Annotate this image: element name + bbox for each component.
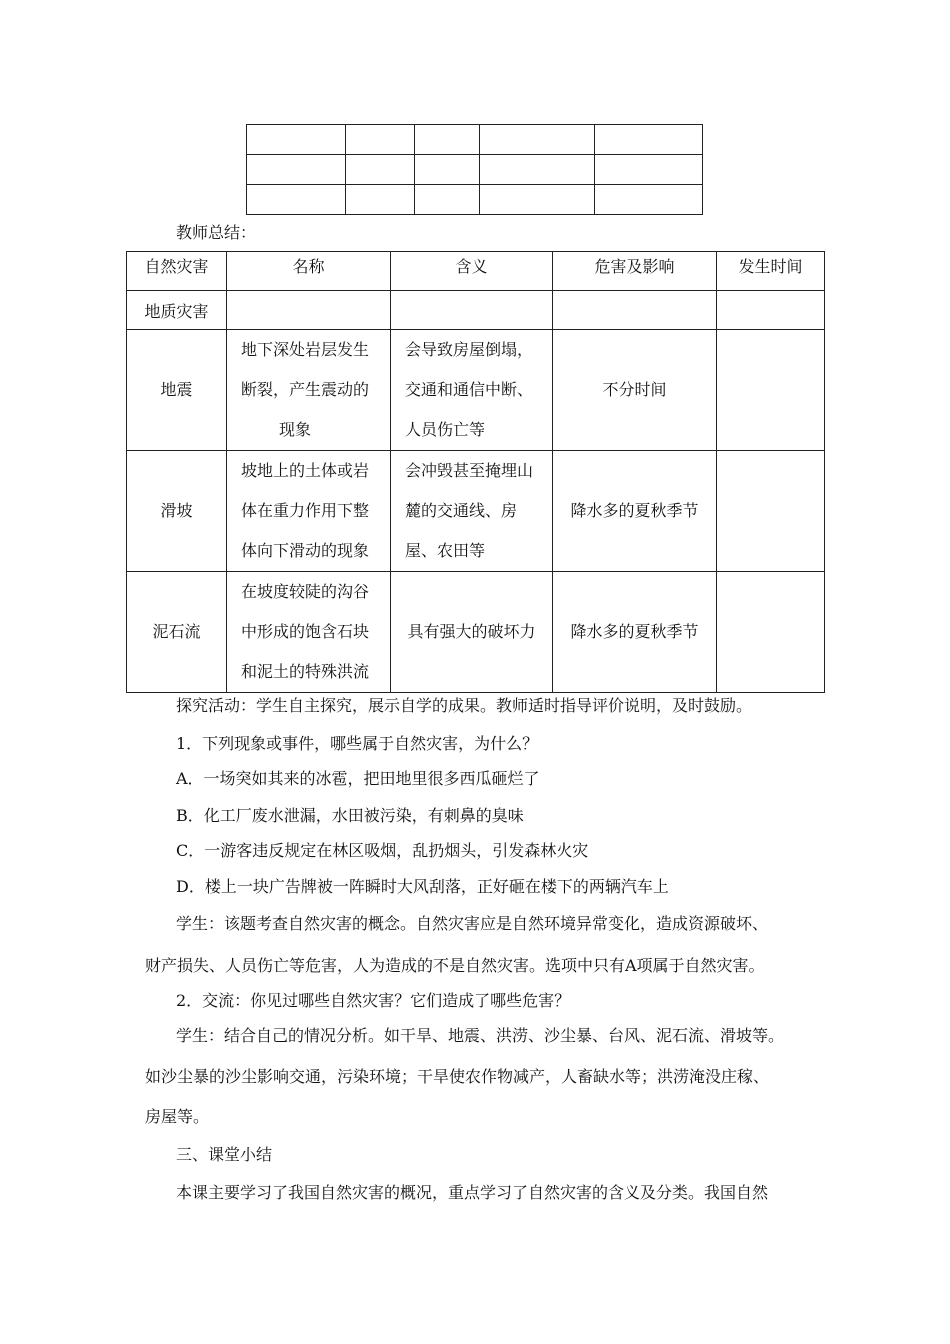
answer-2-line: 如沙尘暴的沙尘影响交通，污染环境；干旱使农作物减产，人畜缺水等；洪涝淹没庄稼、 [145, 1067, 770, 1086]
name-cell: 在坡度较陡的沟谷 中形成的饱含石块 和泥土的特殊洪流 [227, 572, 391, 693]
time-cell [717, 572, 825, 693]
answer-1-line: 财产损失、人员伤亡等危害，人为造成的不是自然灾害。选项中只有A项属于自然灾害。 [145, 956, 765, 975]
disaster-type-cell: 泥石流 [127, 572, 227, 693]
answer-1-line: 学生：该题考查自然灾害的概念。自然灾害应是自然环境异常变化，造成资源破坏、 [176, 914, 769, 933]
disaster-type-cell: 地震 [127, 330, 227, 451]
harm-cell: 不分时间 [553, 330, 717, 451]
header-cell: 发生时间 [717, 252, 825, 291]
option-c: C．一游客违反规定在林区吸烟，乱扔烟头，引发森林火灾 [176, 841, 589, 860]
name-cell: 坡地上的土体或岩 体在重力作用下整 体向下滑动的现象 [227, 451, 391, 572]
option-b: B．化工厂废水泄漏，水田被污染，有刺鼻的臭味 [176, 806, 524, 825]
time-cell [717, 291, 825, 330]
answer-2-line: 学生：结合自己的情况分析。如干旱、地震、洪涝、沙尘暴、台风、泥石流、滑坡等。 [176, 1026, 785, 1045]
disaster-type-cell: 滑坡 [127, 451, 227, 572]
table-cell [415, 185, 480, 215]
table-cell [480, 155, 595, 185]
meaning-cell [391, 291, 553, 330]
time-cell [717, 330, 825, 451]
meaning-cell: 会导致房屋倒塌， 交通和通信中断、 人员伤亡等 [391, 330, 553, 451]
table-row [127, 291, 825, 330]
question-1: 1．下列现象或事件，哪些属于自然灾害，为什么？ [176, 734, 539, 753]
table-header-row [127, 252, 825, 291]
section-heading: 三、课堂小结 [176, 1145, 273, 1164]
table-cell [415, 155, 480, 185]
harm-cell: 降水多的夏秋季节 [553, 572, 717, 693]
table-cell [346, 185, 415, 215]
meaning-cell: 具有强大的破坏力 [391, 572, 553, 693]
question-2: 2．交流：你见过哪些自然灾害？它们造成了哪些危害？ [176, 991, 571, 1010]
table-cell [247, 125, 346, 155]
name-cell: 地下深处岩层发生 断裂，产生震动的 现象 [227, 330, 391, 451]
disaster-type-cell: 地质灾害 [127, 291, 227, 330]
time-cell [717, 451, 825, 572]
summary-paragraph: 本课主要学习了我国自然灾害的概况，重点学习了自然灾害的含义及分类。我国自然 [176, 1183, 769, 1202]
header-cell: 自然灾害 [127, 252, 227, 291]
table-cell [247, 185, 346, 215]
harm-cell [553, 291, 717, 330]
summary-table [126, 251, 825, 693]
table-cell [595, 155, 703, 185]
table-cell [415, 125, 480, 155]
table-cell [595, 185, 703, 215]
table-cell [595, 125, 703, 155]
header-cell: 危害及影响 [553, 252, 717, 291]
table-cell [480, 185, 595, 215]
empty-table [246, 124, 703, 215]
table-row [247, 185, 703, 215]
harm-cell: 降水多的夏秋季节 [553, 451, 717, 572]
table-row [127, 451, 825, 572]
table-row [127, 330, 825, 451]
option-d: D．楼上一块广告牌被一阵瞬时大风刮落，正好砸在楼下的两辆汽车上 [176, 877, 669, 896]
table-row [247, 155, 703, 185]
header-cell: 含义 [391, 252, 553, 291]
teacher-summary-label: 教师总结： [176, 223, 257, 242]
table-cell [480, 125, 595, 155]
table-row [127, 572, 825, 693]
table-row [247, 125, 703, 155]
meaning-cell: 会冲毁甚至掩埋山 麓的交通线、房 屋、农田等 [391, 451, 553, 572]
activity-paragraph: 探究活动：学生自主探究，展示自学的成果。教师适时指导评价说明，及时鼓励。 [176, 696, 753, 715]
name-cell [227, 291, 391, 330]
option-a: A．一场突如其来的冰雹，把田地里很多西瓜砸烂了 [176, 769, 540, 788]
table-cell [346, 155, 415, 185]
table-cell [346, 125, 415, 155]
answer-2-line: 房屋等。 [145, 1107, 210, 1126]
table-cell [247, 155, 346, 185]
header-cell: 名称 [227, 252, 391, 291]
